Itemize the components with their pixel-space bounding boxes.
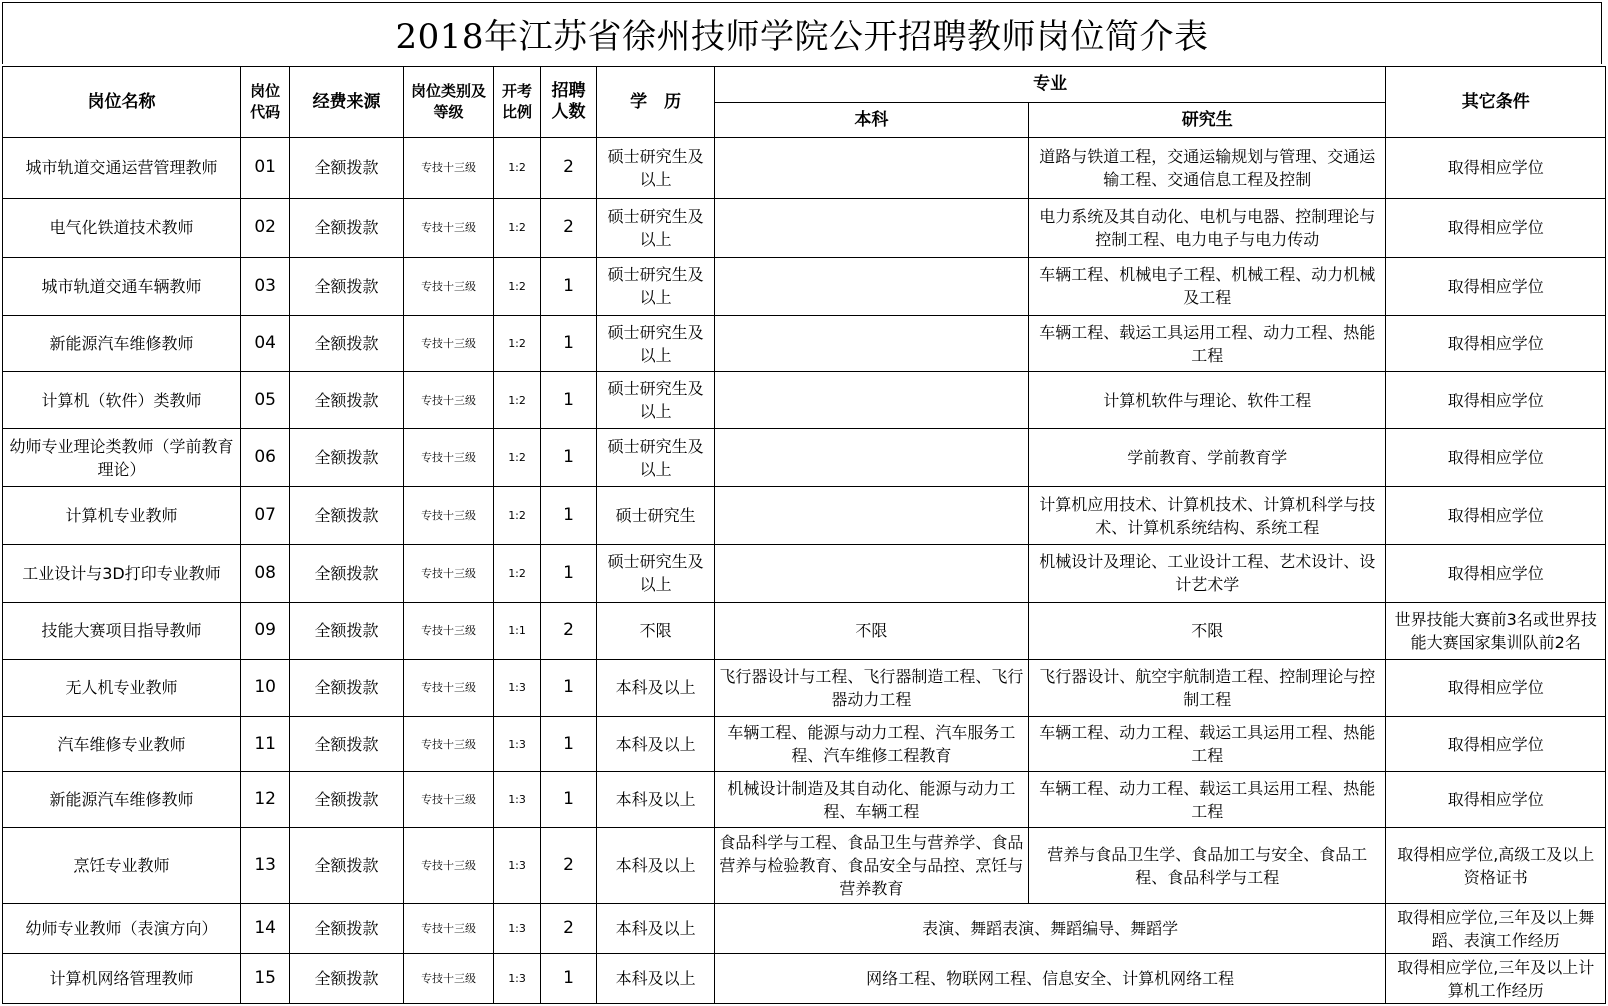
table-row [3, 545, 1606, 603]
cell-education: 本科及以上 [597, 954, 714, 1004]
cell-count: 1 [540, 257, 597, 315]
cell-position-code: 13 [240, 828, 289, 904]
table-row [3, 429, 1606, 487]
cell-fund-source: 全额拨款 [290, 138, 403, 199]
cell-count: 2 [540, 198, 597, 257]
table-row [3, 772, 1606, 828]
cell-education: 硕士研究生及以上 [597, 372, 714, 429]
cell-other-conditions: 取得相应学位 [1386, 716, 1606, 772]
cell-count: 1 [540, 954, 597, 1004]
cell-category: 专技十三级 [403, 545, 494, 603]
cell-other-conditions: 取得相应学位 [1386, 659, 1606, 716]
cell-position-name: 幼师专业理论类教师（学前教育理论） [3, 429, 241, 487]
table-row [3, 716, 1606, 772]
cell-other-conditions: 取得相应学位 [1386, 372, 1606, 429]
cell-category: 专技十三级 [403, 772, 494, 828]
header-fund: 经费来源 [290, 67, 403, 138]
cell-ratio: 1:2 [494, 372, 540, 429]
cell-other-conditions: 取得相应学位 [1386, 429, 1606, 487]
cell-position-name: 汽车维修专业教师 [3, 716, 241, 772]
cell-ratio: 1:2 [494, 138, 540, 199]
cell-position-code: 12 [240, 772, 289, 828]
cell-ratio: 1:2 [494, 315, 540, 372]
cell-position-code: 14 [240, 904, 289, 954]
table-row [3, 257, 1606, 315]
cell-fund-source: 全额拨款 [290, 429, 403, 487]
cell-position-code: 06 [240, 429, 289, 487]
cell-ratio: 1:2 [494, 198, 540, 257]
cell-grad-major: 车辆工程、机械电子工程、机械工程、动力机械及工程 [1029, 257, 1386, 315]
cell-fund-source: 全额拨款 [290, 315, 403, 372]
cell-position-code: 15 [240, 954, 289, 1004]
cell-grad-major: 机械设计及理论、工业设计工程、艺术设计、设计艺术学 [1029, 545, 1386, 603]
cell-major-merged: 网络工程、物联网工程、信息安全、计算机网络工程 [714, 954, 1386, 1004]
cell-count: 1 [540, 315, 597, 372]
table-row [3, 904, 1606, 954]
cell-category: 专技十三级 [403, 954, 494, 1004]
cell-education: 不限 [597, 602, 714, 659]
cell-education: 硕士研究生及以上 [597, 257, 714, 315]
table-row [3, 138, 1606, 199]
cell-count: 1 [540, 487, 597, 545]
cell-ratio: 1:2 [494, 257, 540, 315]
cell-fund-source: 全额拨款 [290, 904, 403, 954]
cell-position-name: 新能源汽车维修教师 [3, 315, 241, 372]
header-major: 专业 [714, 67, 1386, 103]
cell-education: 硕士研究生及以上 [597, 429, 714, 487]
cell-ratio: 1:1 [494, 602, 540, 659]
cell-category: 专技十三级 [403, 429, 494, 487]
cell-position-name: 幼师专业教师（表演方向） [3, 904, 241, 954]
cell-count: 1 [540, 659, 597, 716]
cell-category: 专技十三级 [403, 828, 494, 904]
cell-undergrad-major [714, 372, 1028, 429]
cell-count: 2 [540, 602, 597, 659]
table-row [3, 954, 1606, 1004]
cell-position-code: 02 [240, 198, 289, 257]
cell-category: 专技十三级 [403, 716, 494, 772]
cell-education: 硕士研究生及以上 [597, 138, 714, 199]
cell-ratio: 1:3 [494, 904, 540, 954]
table-row [3, 602, 1606, 659]
cell-position-code: 01 [240, 138, 289, 199]
cell-position-name: 计算机专业教师 [3, 487, 241, 545]
table-row [3, 198, 1606, 257]
cell-ratio: 1:2 [494, 487, 540, 545]
cell-education: 硕士研究生及以上 [597, 315, 714, 372]
positions-table [2, 66, 1606, 1004]
cell-ratio: 1:3 [494, 659, 540, 716]
cell-other-conditions: 取得相应学位 [1386, 772, 1606, 828]
cell-undergrad-major [714, 257, 1028, 315]
cell-position-code: 07 [240, 487, 289, 545]
cell-position-name: 电气化铁道技术教师 [3, 198, 241, 257]
cell-position-name: 技能大赛项目指导教师 [3, 602, 241, 659]
cell-position-name: 新能源汽车维修教师 [3, 772, 241, 828]
cell-fund-source: 全额拨款 [290, 545, 403, 603]
cell-position-name: 计算机网络管理教师 [3, 954, 241, 1004]
cell-count: 2 [540, 138, 597, 199]
cell-count: 1 [540, 429, 597, 487]
table-row [3, 487, 1606, 545]
cell-category: 专技十三级 [403, 198, 494, 257]
cell-position-code: 11 [240, 716, 289, 772]
cell-count: 1 [540, 772, 597, 828]
cell-education: 本科及以上 [597, 716, 714, 772]
cell-position-name: 烹饪专业教师 [3, 828, 241, 904]
cell-other-conditions: 取得相应学位,高级工及以上资格证书 [1386, 828, 1606, 904]
cell-other-conditions: 取得相应学位 [1386, 315, 1606, 372]
cell-grad-major: 不限 [1029, 602, 1386, 659]
cell-education: 本科及以上 [597, 659, 714, 716]
cell-category: 专技十三级 [403, 487, 494, 545]
cell-fund-source: 全额拨款 [290, 372, 403, 429]
cell-fund-source: 全额拨款 [290, 487, 403, 545]
cell-position-code: 05 [240, 372, 289, 429]
cell-undergrad-major: 食品科学与工程、食品卫生与营养学、食品营养与检验教育、食品安全与品控、烹饪与营养教育 [714, 828, 1028, 904]
cell-position-code: 08 [240, 545, 289, 603]
cell-ratio: 1:3 [494, 716, 540, 772]
cell-grad-major: 车辆工程、载运工具运用工程、动力工程、热能工程 [1029, 315, 1386, 372]
cell-ratio: 1:3 [494, 828, 540, 904]
cell-education: 本科及以上 [597, 772, 714, 828]
cell-count: 1 [540, 716, 597, 772]
cell-category: 专技十三级 [403, 602, 494, 659]
cell-grad-major: 计算机软件与理论、软件工程 [1029, 372, 1386, 429]
cell-category: 专技十三级 [403, 659, 494, 716]
cell-ratio: 1:2 [494, 545, 540, 603]
cell-position-code: 10 [240, 659, 289, 716]
cell-fund-source: 全额拨款 [290, 257, 403, 315]
header-name: 岗位名称 [3, 67, 241, 138]
cell-education: 硕士研究生 [597, 487, 714, 545]
cell-fund-source: 全额拨款 [290, 659, 403, 716]
cell-position-name: 城市轨道交通车辆教师 [3, 257, 241, 315]
cell-grad-major: 车辆工程、动力工程、载运工具运用工程、热能工程 [1029, 716, 1386, 772]
cell-undergrad-major: 机械设计制造及其自动化、能源与动力工程、车辆工程 [714, 772, 1028, 828]
cell-position-code: 09 [240, 602, 289, 659]
cell-other-conditions: 取得相应学位,三年及以上计算机工作经历 [1386, 954, 1606, 1004]
cell-count: 2 [540, 828, 597, 904]
header-grad: 研究生 [1029, 103, 1386, 138]
cell-undergrad-major: 车辆工程、能源与动力工程、汽车服务工程、汽车维修工程教育 [714, 716, 1028, 772]
table-row [3, 659, 1606, 716]
cell-fund-source: 全额拨款 [290, 716, 403, 772]
cell-count: 1 [540, 545, 597, 603]
cell-position-name: 城市轨道交通运营管理教师 [3, 138, 241, 199]
cell-grad-major: 电力系统及其自动化、电机与电器、控制理论与控制工程、电力电子与电力传动 [1029, 198, 1386, 257]
header-category: 岗位类别及等级 [403, 67, 494, 138]
cell-position-name: 工业设计与3D打印专业教师 [3, 545, 241, 603]
table-row [3, 372, 1606, 429]
cell-grad-major: 道路与铁道工程，交通运输规划与管理、交通运输工程、交通信息工程及控制 [1029, 138, 1386, 199]
cell-education: 硕士研究生及以上 [597, 198, 714, 257]
cell-ratio: 1:3 [494, 772, 540, 828]
cell-fund-source: 全额拨款 [290, 772, 403, 828]
cell-undergrad-major [714, 315, 1028, 372]
header-undergrad: 本科 [714, 103, 1028, 138]
cell-count: 1 [540, 372, 597, 429]
cell-education: 本科及以上 [597, 904, 714, 954]
cell-grad-major: 计算机应用技术、计算机技术、计算机科学与技术、计算机系统结构、系统工程 [1029, 487, 1386, 545]
cell-major-merged: 表演、舞蹈表演、舞蹈编导、舞蹈学 [714, 904, 1386, 954]
header-ratio: 开考比例 [494, 67, 540, 138]
cell-other-conditions: 取得相应学位 [1386, 138, 1606, 199]
cell-count: 2 [540, 904, 597, 954]
cell-position-code: 04 [240, 315, 289, 372]
cell-category: 专技十三级 [403, 138, 494, 199]
cell-other-conditions: 取得相应学位 [1386, 198, 1606, 257]
cell-other-conditions: 取得相应学位 [1386, 257, 1606, 315]
cell-fund-source: 全额拨款 [290, 954, 403, 1004]
cell-position-name: 无人机专业教师 [3, 659, 241, 716]
cell-grad-major: 学前教育、学前教育学 [1029, 429, 1386, 487]
cell-undergrad-major: 飞行器设计与工程、飞行器制造工程、飞行器动力工程 [714, 659, 1028, 716]
cell-other-conditions: 取得相应学位 [1386, 487, 1606, 545]
cell-education: 硕士研究生及以上 [597, 545, 714, 603]
cell-fund-source: 全额拨款 [290, 198, 403, 257]
cell-other-conditions: 取得相应学位 [1386, 545, 1606, 603]
cell-category: 专技十三级 [403, 372, 494, 429]
header-other: 其它条件 [1386, 67, 1606, 138]
cell-ratio: 1:2 [494, 429, 540, 487]
cell-education: 本科及以上 [597, 828, 714, 904]
cell-grad-major: 飞行器设计、航空宇航制造工程、控制理论与控制工程 [1029, 659, 1386, 716]
header-education: 学 历 [597, 67, 714, 138]
cell-undergrad-major [714, 138, 1028, 199]
cell-category: 专技十三级 [403, 257, 494, 315]
header-count: 招聘人数 [540, 67, 597, 138]
cell-undergrad-major [714, 545, 1028, 603]
cell-position-name: 计算机（软件）类教师 [3, 372, 241, 429]
header-code: 岗位代码 [240, 67, 289, 138]
cell-undergrad-major: 不限 [714, 602, 1028, 659]
cell-category: 专技十三级 [403, 904, 494, 954]
cell-undergrad-major [714, 429, 1028, 487]
cell-grad-major: 车辆工程、动力工程、载运工具运用工程、热能工程 [1029, 772, 1386, 828]
cell-ratio: 1:3 [494, 954, 540, 1004]
cell-fund-source: 全额拨款 [290, 828, 403, 904]
cell-undergrad-major [714, 198, 1028, 257]
cell-undergrad-major [714, 487, 1028, 545]
table-row [3, 828, 1606, 904]
cell-category: 专技十三级 [403, 315, 494, 372]
page-title: 2018年江苏省徐州技师学院公开招聘教师岗位简介表 [2, 2, 1602, 64]
table-row [3, 315, 1606, 372]
cell-other-conditions: 世界技能大赛前3名或世界技能大赛国家集训队前2名 [1386, 602, 1606, 659]
cell-other-conditions: 取得相应学位,三年及以上舞蹈、表演工作经历 [1386, 904, 1606, 954]
cell-position-code: 03 [240, 257, 289, 315]
cell-grad-major: 营养与食品卫生学、食品加工与安全、食品工程、食品科学与工程 [1029, 828, 1386, 904]
cell-fund-source: 全额拨款 [290, 602, 403, 659]
